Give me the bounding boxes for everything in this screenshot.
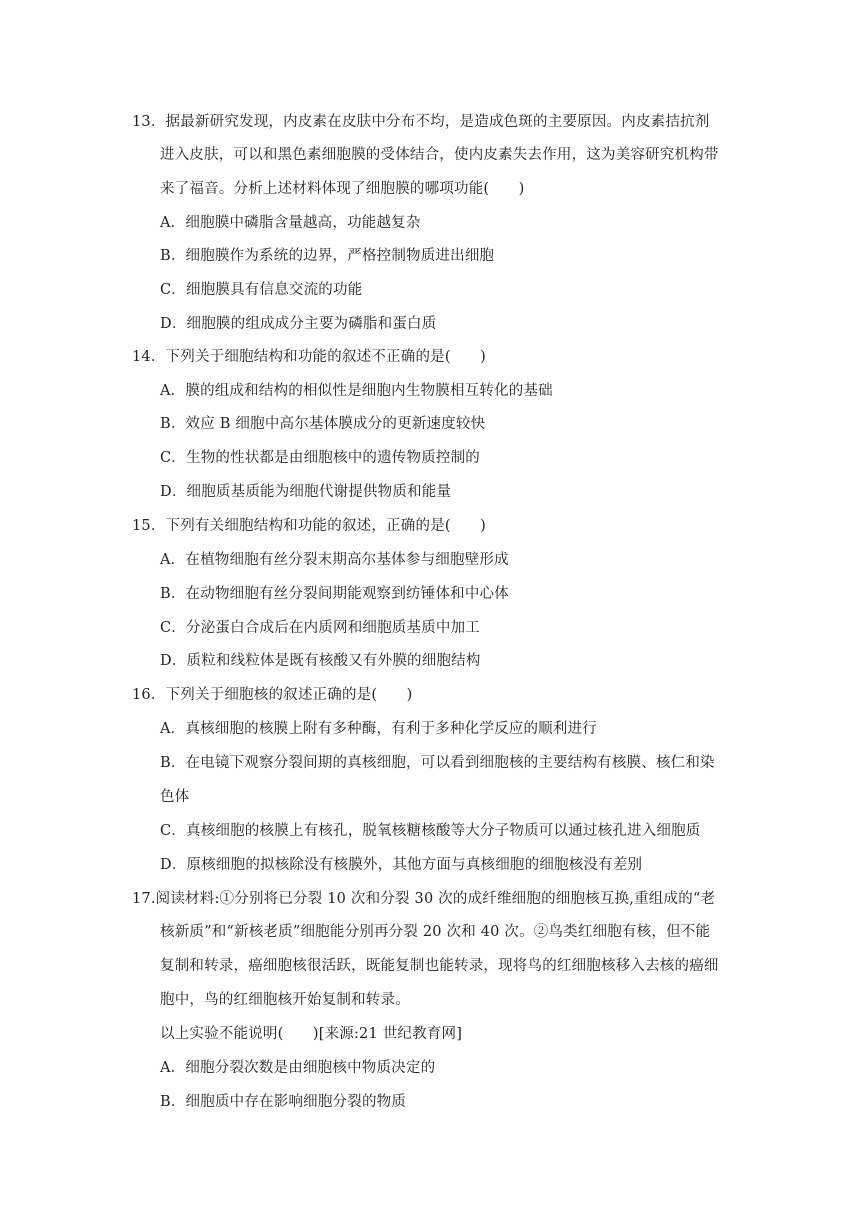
q16-stem: 16．下列关于细胞核的叙述正确的是( ) — [132, 687, 413, 703]
q15-option-c: C．分泌蛋白合成后在内质网和细胞质基质中加工 — [160, 620, 480, 636]
q14-option-a: A．膜的组成和结构的相似性是细胞内生物膜相互转化的基础 — [160, 383, 553, 399]
q17-option-a: A．细胞分裂次数是由细胞核中物质决定的 — [160, 1060, 436, 1076]
q13-option-a: A．细胞膜中磷脂含量越高，功能越复杂 — [160, 215, 421, 231]
q13-option-c: C．细胞膜具有信息交流的功能 — [160, 282, 363, 298]
q13-stem-line-1: 13．据最新研究发现，内皮素在皮肤中分布不均，是造成色斑的主要原因。内皮素拮抗剂 — [132, 114, 710, 130]
q14-option-c: C．生物的性状都是由细胞核中的遗传物质控制的 — [160, 450, 480, 466]
q16-option-d: D．原核细胞的拟核除没有核膜外，其他方面与真核细胞的细胞核没有差别 — [160, 857, 643, 873]
q15-stem: 15．下列有关细胞结构和功能的叙述，正确的是( ) — [132, 518, 486, 534]
q16-option-c: C．真核细胞的核膜上有核孔，脱氧核糖核酸等大分子物质可以通过核孔进入细胞质 — [160, 823, 701, 839]
q17-stem-line-1: 17.阅读材料:①分别将已分裂 10 次和分裂 30 次的成纤维细胞的细胞核互换,重组成的“老 — [132, 891, 716, 907]
q17-option-b: B．细胞质中存在影响细胞分裂的物质 — [160, 1094, 407, 1110]
q14-stem: 14．下列关于细胞结构和功能的叙述不正确的是( ) — [132, 349, 486, 365]
q16-option-a: A．真核细胞的核膜上附有多种酶，有利于多种化学反应的顺利进行 — [160, 721, 597, 737]
q13-option-d: D．细胞膜的组成成分主要为磷脂和蛋白质 — [160, 316, 437, 332]
q15-option-b: B．在动物细胞有丝分裂间期能观察到纺锤体和中心体 — [160, 586, 509, 602]
q13-stem-line-2: 进入皮肤，可以和黑色素细胞膜的受体结合，使内皮素失去作用，这为美容研究机构带 — [160, 147, 719, 163]
q17-stem-line-5: 以上实验不能说明( )[来源:21 世纪教育网] — [160, 1026, 463, 1042]
q16-option-b-line-1: B．在电镜下观察分裂间期的真核细胞，可以看到细胞核的主要结构有核膜、核仁和染 — [160, 755, 715, 771]
q13-option-b: B．细胞膜作为系统的边界，严格控制物质进出细胞 — [160, 248, 495, 264]
q15-option-a: A．在植物细胞有丝分裂末期高尔基体参与细胞壁形成 — [160, 552, 509, 568]
q14-option-b: B．效应 B 细胞中高尔基体膜成分的更新速度较快 — [160, 416, 486, 432]
q15-option-d: D．质粒和线粒体是既有核酸又有外膜的细胞结构 — [160, 653, 481, 669]
q17-stem-line-3: 复制和转录，癌细胞核很活跃，既能复制也能转录，现将鸟的红细胞核移入去核的癌细 — [160, 958, 719, 974]
q16-option-b-line-2: 色体 — [160, 789, 190, 805]
q17-stem-line-2: 核新质”和“新核老质”细胞能分别再分裂 20 次和 40 次。②鸟类红细胞有核，但不能 — [160, 924, 711, 940]
q14-option-d: D．细胞质基质能为细胞代谢提供物质和能量 — [160, 484, 452, 500]
q17-stem-line-4: 胞中，鸟的红细胞核开始复制和转录。 — [160, 992, 410, 1008]
q13-stem-line-3: 来了福音。分析上述材料体现了细胞膜的哪项功能( ) — [160, 181, 525, 197]
